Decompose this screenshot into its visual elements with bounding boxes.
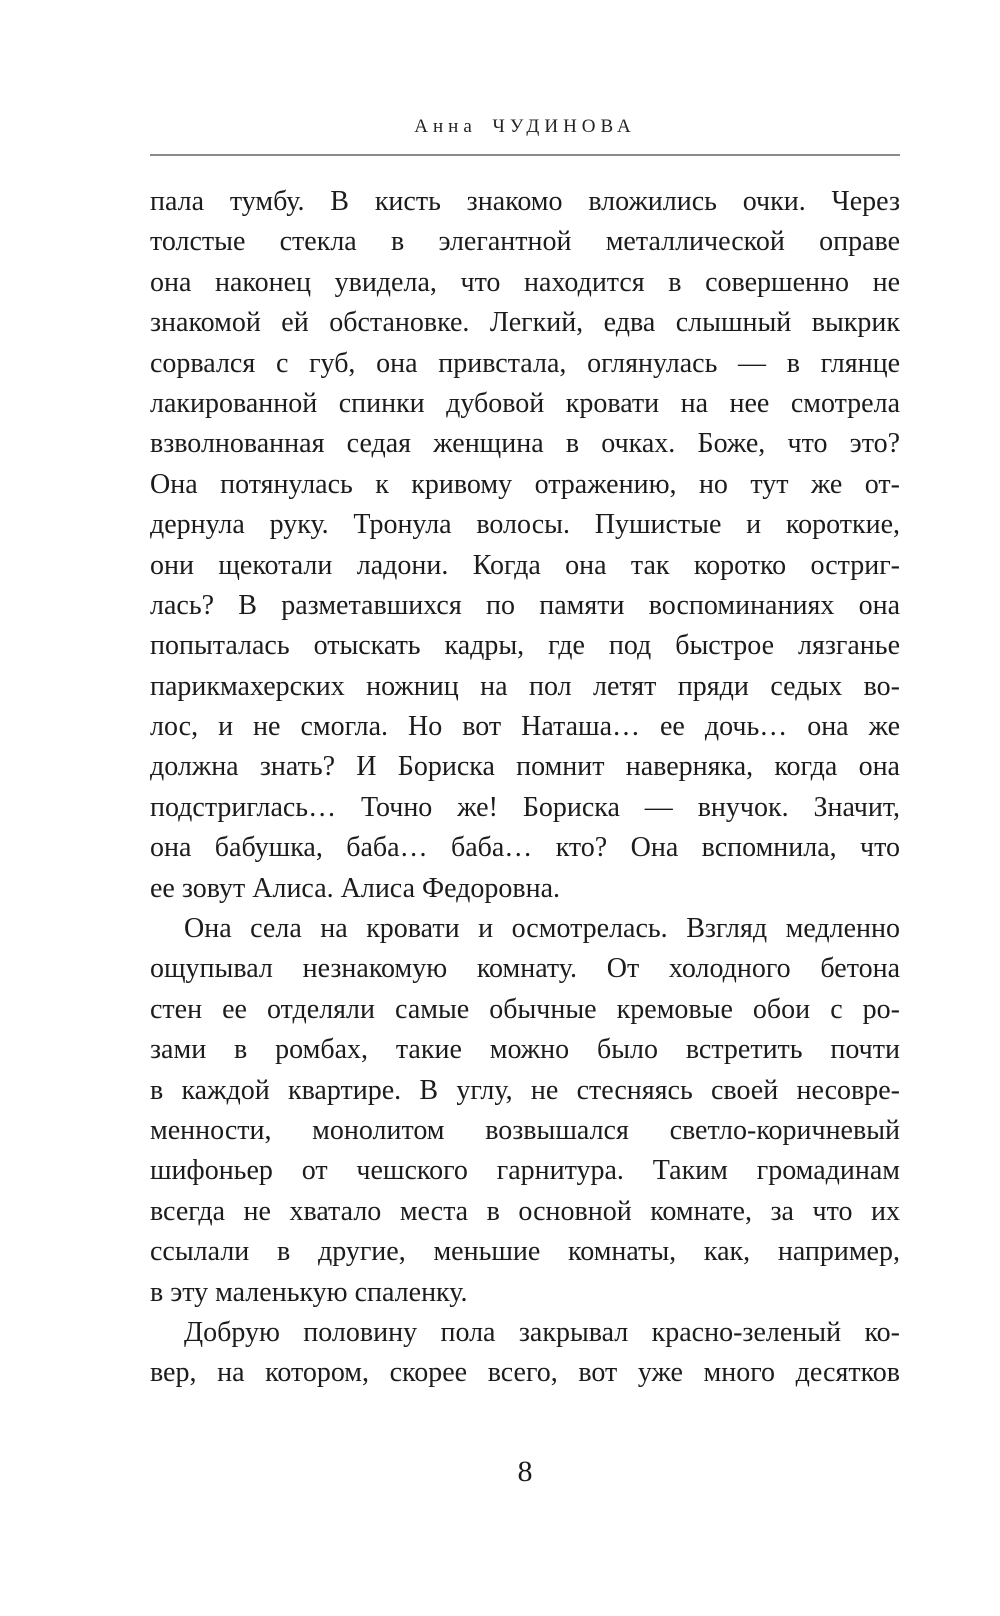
text-line: шифоньер от чешского гарнитура. Таким громадинам	[150, 1155, 900, 1187]
text-line: должна знать? И Бориска помнит наверняка, когда она	[150, 751, 900, 783]
text-line: они щекотали ладони. Когда она так коротко остриг-	[150, 549, 900, 581]
text-line: вер, на котором, скорее всего, вот уже много десятков	[150, 1357, 900, 1389]
text-line: Она села на кровати и осмотрелась. Взгляд медленно	[184, 913, 900, 945]
text-line: менности, монолитом возвышался светло-коричневый	[150, 1114, 900, 1146]
text-line: стен ее отделяли самые обычные кремовые обои с ро-	[150, 993, 900, 1025]
text-line: она бабушка, баба… баба… кто? Она вспомнила, что	[150, 832, 900, 864]
text-line: дернула руку. Тронула волосы. Пушистые и короткие,	[150, 509, 900, 541]
text-line: ссылали в другие, меньшие комнаты, как, например,	[150, 1236, 900, 1268]
text-line: ее зовут Алиса. Алиса Федоровна.	[150, 872, 561, 904]
text-line: парикмахерских ножниц на пол летят пряди седых во-	[150, 670, 900, 702]
text-line: Она потянулась к кривому отражению, но тут же от-	[150, 468, 900, 500]
text-line: толстые стекла в элегантной металлической оправе	[150, 226, 900, 258]
text-line: подстриглась… Точно же! Бориска — внучок. Значит,	[150, 791, 900, 823]
text-line: попыталась отыскать кадры, где под быстрое лязганье	[150, 630, 900, 662]
header-rule	[150, 154, 900, 156]
text-line: лакированной спинки дубовой кровати на нее смотрела	[150, 387, 900, 419]
text-line: всегда не хватало места в основной комнате, за что их	[150, 1195, 900, 1227]
text-line: сорвался с губ, она привстала, оглянулась — в глянце	[150, 347, 900, 379]
body-text	[150, 182, 900, 1394]
text-line: в каждой квартире. В углу, не стесняясь своей несовре-	[150, 1074, 900, 1106]
text-line: пала тумбу. В кисть знакомо вложились очки. Через	[150, 186, 900, 217]
text-line: взволнованная седая женщина в очках. Боже, что это?	[150, 428, 900, 460]
page-number: 8	[517, 1455, 533, 1488]
text-line: лась? В разметавшихся по памяти воспоминаниях она	[150, 589, 900, 621]
text-line: она наконец увидела, что находится в совершенно не	[150, 266, 900, 298]
text-line: ощупывал незнакомую комнату. От холодного бетона	[150, 953, 900, 985]
text-line: Добрую половину пола закрывал красно-зеленый ко-	[184, 1316, 900, 1348]
text-line: лос, и не смогла. Но вот Наташа… ее дочь… она же	[150, 711, 900, 743]
text-line: в эту маленькую спаленку.	[150, 1276, 468, 1308]
text-line: зами в ромбах, такие можно было встретить почти	[150, 1034, 900, 1066]
text-line: знакомой ей обстановке. Легкий, едва слышный выкрик	[150, 307, 900, 339]
running-header-author: Анна ЧУДИНОВА	[414, 116, 636, 137]
